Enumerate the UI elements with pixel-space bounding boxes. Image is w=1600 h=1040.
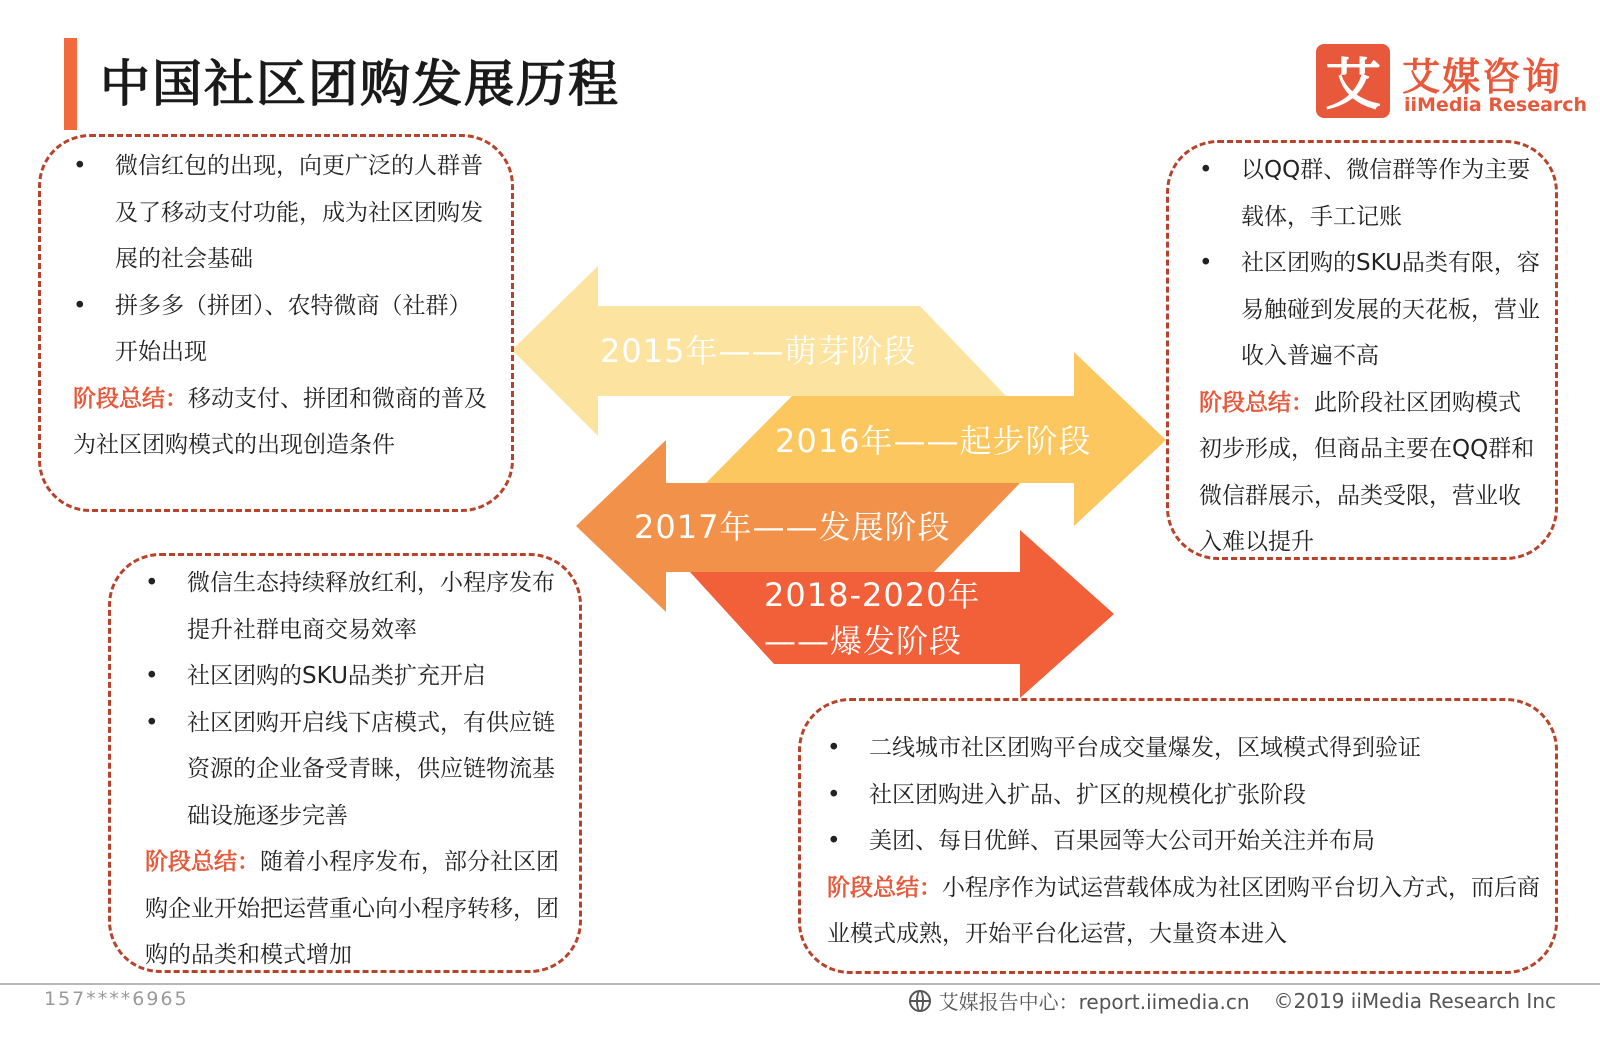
list-item: • 拼多多（拼团）、农特微商（社群）开始出现 — [73, 283, 491, 376]
list-item: • 社区团购的SKU品类有限，容易触碰到发展的天花板，营业收入普遍不高 — [1199, 240, 1543, 380]
list-item: • 以QQ群、微信群等作为主要载体，手工记账 — [1199, 147, 1543, 240]
summary-label: 阶段总结： — [1199, 389, 1314, 416]
summary-text: 小程序作为试运营载体成为社区团购平台切入方式，而后商业模式成熟，开始平台化运营，大量资本进入 — [827, 874, 1540, 947]
summary-text: 随着小程序发布，部分社区团购企业开始把运营重心向小程序转移，团购的品类和模式增加 — [145, 849, 559, 968]
stage-box-2015 — [38, 134, 514, 512]
stage-label-2018-line1: 2018-2020年 — [764, 576, 981, 614]
stage-label-2017: 2017年——发展阶段 — [634, 508, 951, 546]
bullet-list — [1199, 147, 1543, 380]
list-item: • 美团、每日优鲜、百果园等大公司开始关注并布局 — [827, 818, 1541, 865]
logo-chinese-name: 艾媒咨询 — [1402, 55, 1563, 99]
footer-report-link[interactable]: 艾媒报告中心：report.iimedia.cn — [938, 990, 1250, 1014]
stage-summary — [827, 865, 1541, 958]
stage-label-2015: 2015年——萌芽阶段 — [600, 332, 917, 370]
summary-label: 阶段总结： — [827, 874, 942, 901]
stage-summary — [145, 839, 565, 979]
summary-label: 阶段总结： — [73, 385, 188, 412]
footer-source — [909, 986, 1556, 1015]
stage-label-2018-line2: ——爆发阶段 — [764, 622, 963, 660]
stage-summary — [73, 376, 491, 469]
summary-label: 阶段总结： — [145, 849, 260, 875]
stage-summary — [1199, 380, 1543, 566]
list-item: • 社区团购开启线下店模式，有供应链资源的企业备受青睐，供应链物流基础设施逐步完善 — [145, 700, 565, 840]
logo-mark: 艾 — [1316, 44, 1390, 118]
list-item: • 微信红包的出现，向更广泛的人群普及了移动支付功能，成为社区团购发展的社会基础 — [73, 143, 491, 283]
stage-label-2016: 2016年——起步阶段 — [775, 422, 1092, 460]
footer-watermark-id: 157****6965 — [44, 988, 189, 1010]
list-item: • 微信生态持续释放红利，小程序发布提升社群电商交易效率 — [145, 560, 565, 653]
bullet-list — [145, 560, 565, 839]
bullet-list — [827, 725, 1541, 865]
page-title: 中国社区团购发展历程 — [100, 55, 620, 113]
stage-box-2018-2020 — [798, 698, 1558, 974]
logo-english-name: iiMedia Research — [1404, 94, 1588, 116]
summary-text: 移动支付、拼团和微商的普及为社区团购模式的出现创造条件 — [73, 385, 487, 458]
list-item: • 社区团购进入扩品、扩区的规模化扩张阶段 — [827, 772, 1541, 819]
bullet-list — [73, 143, 491, 376]
footer-copyright: ©2019 iiMedia Research Inc — [1273, 988, 1556, 1013]
globe-icon — [909, 990, 931, 1012]
stage-box-2016 — [1166, 140, 1558, 560]
list-item: • 社区团购的SKU品类扩充开启 — [145, 653, 565, 700]
footer-divider — [0, 983, 1600, 985]
list-item: • 二线城市社区团购平台成交量爆发，区域模式得到验证 — [827, 725, 1541, 772]
stage-box-2017 — [108, 553, 582, 973]
summary-text: 此阶段社区团购模式初步形成，但商品主要在QQ群和微信群展示，品类受限，营业收入难以提升 — [1199, 389, 1535, 555]
